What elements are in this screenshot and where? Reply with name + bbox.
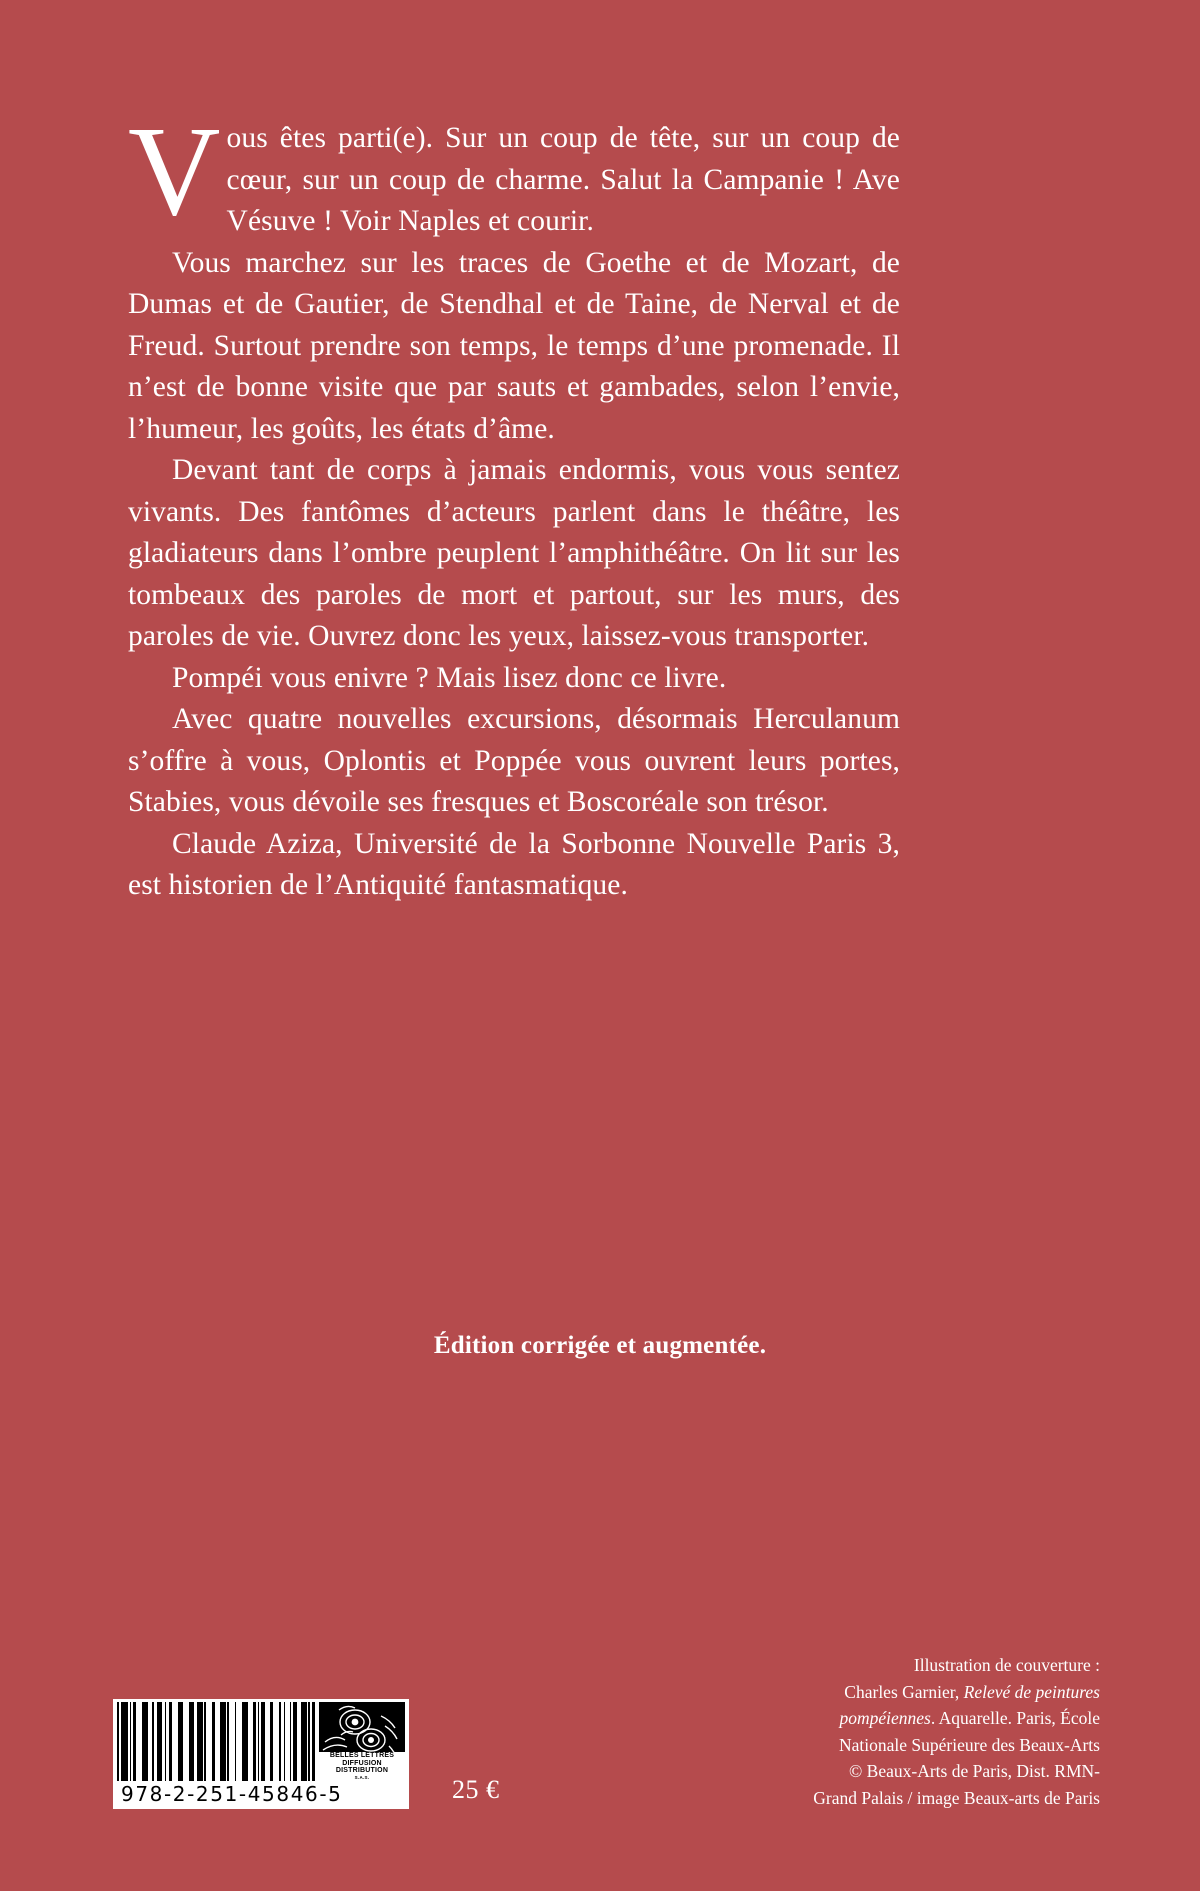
price-label: 25 €: [452, 1775, 500, 1804]
credits-line-6: Grand Palais / image Beaux-arts de Paris: [813, 1787, 1100, 1808]
publisher-line-1: BELLES LETTRES: [329, 1752, 395, 1760]
blurb-text-block: [128, 100, 900, 907]
publisher-line-2: DIFFUSION: [342, 1759, 382, 1767]
blurb-paragraph-1-text: ous êtes parti(e). Sur un coup de tête, sur un coup de cœur, sur un coup de charme. Salut la Campanie ! Ave Vésuve ! Voir Naples et courir.: [226, 122, 900, 237]
isbn-number: 978-2-251-45846-5: [121, 1782, 343, 1806]
credits-work-title-part1: Relevé de peintures: [963, 1681, 1100, 1702]
credits-line-5: © Beaux-Arts de Paris, Dist. RMN-: [849, 1761, 1100, 1781]
credits-line-3: [790, 1705, 1100, 1732]
bottom-bar: [0, 1631, 1200, 1891]
publisher-logo-text: [319, 1752, 405, 1781]
publisher-line-3: DISTRIBUTION: [335, 1767, 389, 1775]
drop-cap-letter: V: [128, 100, 221, 242]
credits-line-1: Illustration de couverture :: [913, 1655, 1100, 1675]
barcode-upper-row: [117, 1702, 405, 1781]
author-bio-paragraph: Claude Aziza, Université de la Sorbonne Nouvelle Paris 3, est historien de l’Antiquité fantasmatique.: [128, 827, 900, 901]
publisher-logo: [319, 1702, 405, 1781]
blurb-paragraph-5: Avec quatre nouvelles excursions, désormais Herculanum s’offre à vous, Oplontis et Poppée vous ouvrent leurs portes, Stabies, vous dévoile ses fresques et Boscoréale son trésor.: [128, 703, 900, 818]
blurb-paragraph-3: Devant tant de corps à jamais endormis, vous vous sentez vivants. Des fantômes d’acteurs parlent dans le théâtre, les gladiateurs dans l’ombre peuplent l’amphithéâtre. On lit sur les tombeaux des paroles de mort et partout, sur les murs, des paroles de vie. Ouvrez donc les yeux, laissez-vous transporter.: [128, 454, 900, 652]
barcode-bars: [117, 1702, 319, 1781]
credits-artist-name: Charles Garnier,: [844, 1681, 964, 1702]
blurb-paragraph-4: Pompéi vous enivre ? Mais lisez donc ce livre.: [172, 661, 727, 694]
owl-logo-icon: [319, 1702, 405, 1752]
credits-line-4: Nationale Supérieure des Beaux-Arts: [839, 1734, 1100, 1755]
edition-note: Édition corrigée et augmentée.: [433, 1332, 767, 1359]
blurb-paragraph-2: Vous marchez sur les traces de Goethe et de Mozart, de Dumas et de Gautier, de Stendhal et de Taine, de Nerval et de Freud. Surtout prendre son temps, le temps d’une promenade. Il n’est de bonne visite que par sauts et gambades, selon l’envie, l’humeur, les goûts, les états d’âme.: [128, 246, 900, 445]
barcode-block: [113, 1699, 409, 1809]
credits-work-title-part2: pompéiennes: [839, 1708, 931, 1728]
blurb-paragraph-1: [128, 100, 900, 243]
credits-line-2: [790, 1679, 1100, 1706]
credits-medium: . Aquarelle. Paris, École: [930, 1708, 1100, 1728]
cover-illustration-credits: [790, 1652, 1100, 1811]
publisher-line-sas: S.A.S.: [354, 1775, 370, 1780]
